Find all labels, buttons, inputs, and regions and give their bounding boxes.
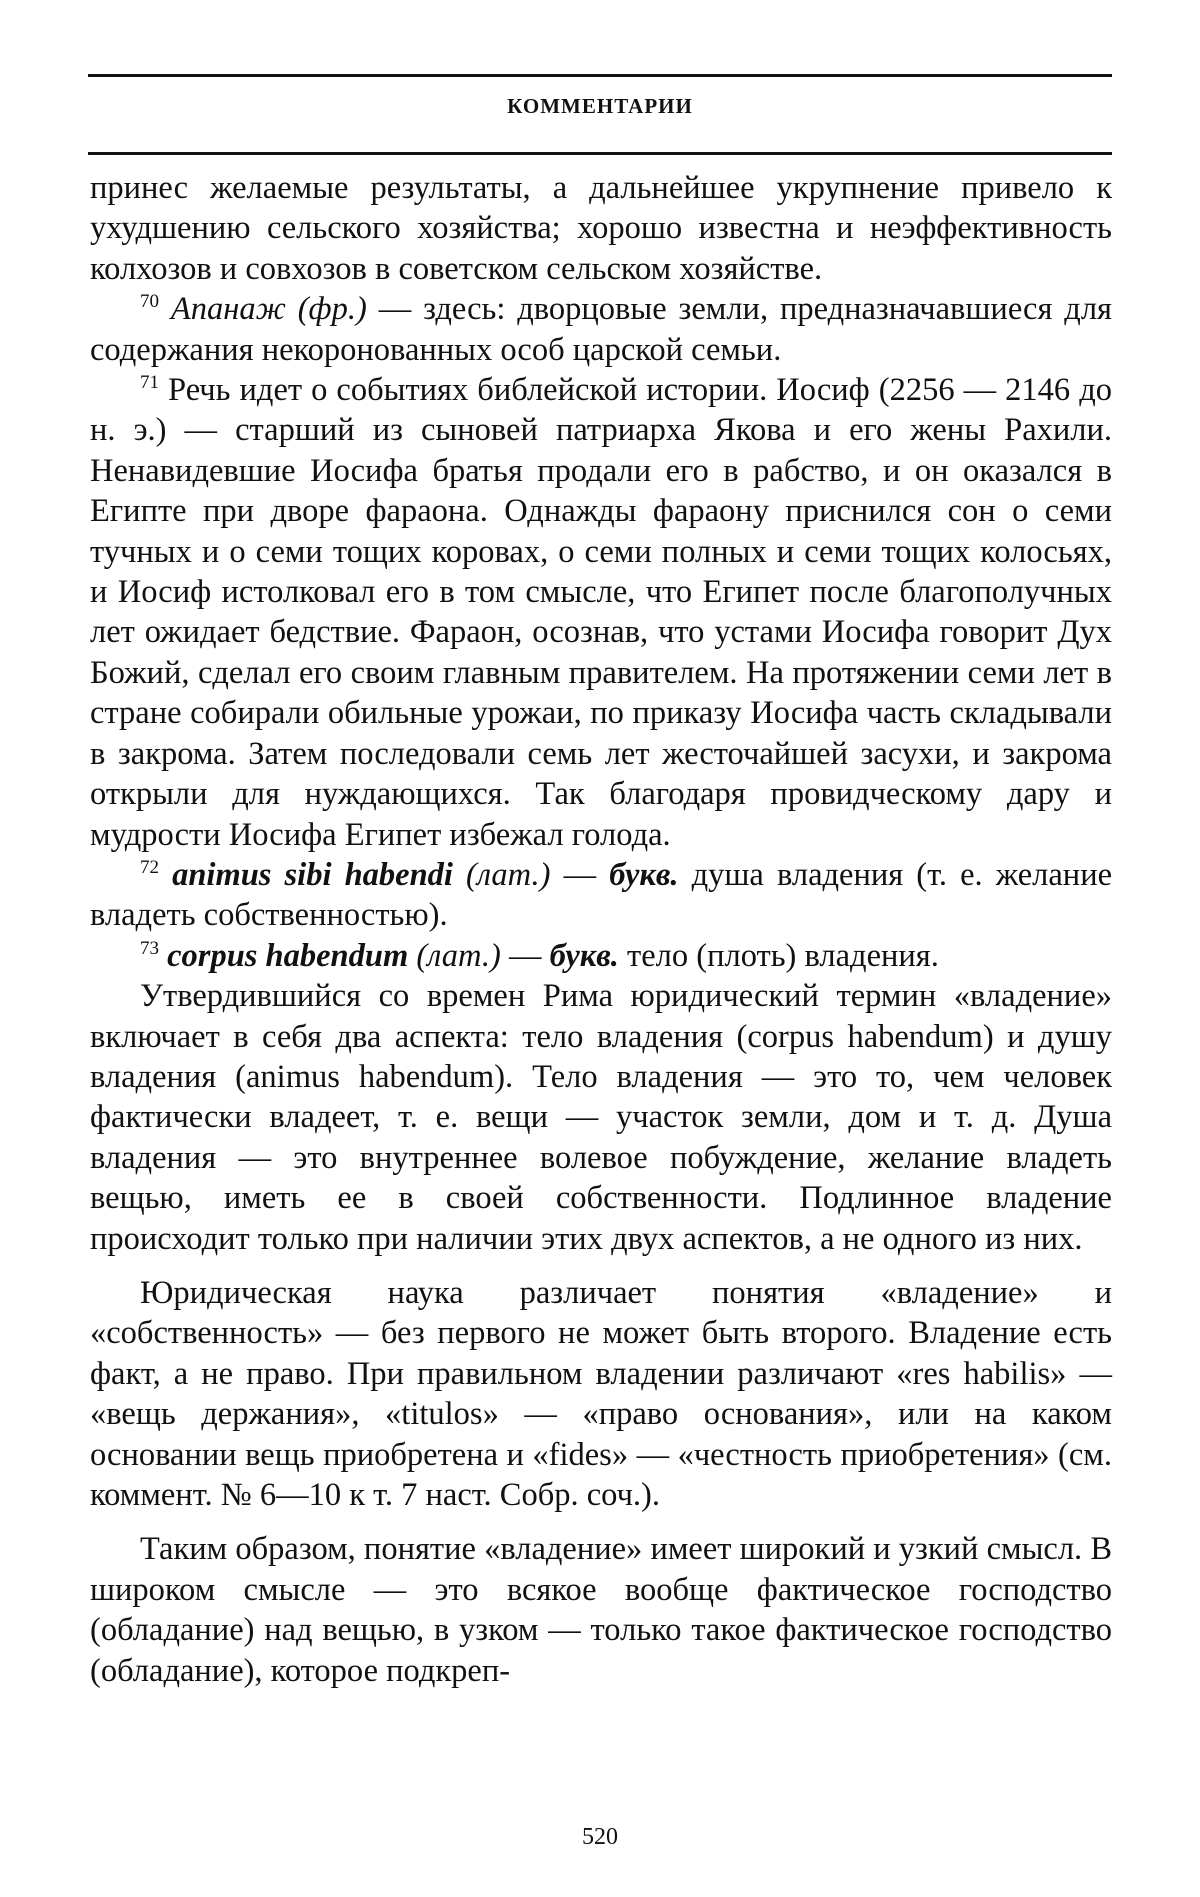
note-73-text: тело (плоть) владения. <box>618 937 939 974</box>
note-70-number: 70 <box>140 291 159 313</box>
note-72-number: 72 <box>140 857 159 879</box>
paragraph-possession-meaning: Таким образом, понятие «владение» имеет широкий и узкий смысл. В широком смысле — это всякое вообще фактическое господство (обладание) над вещью, в узком — только такое фактическое господство (обладание), которое подкреп- <box>90 1531 1112 1689</box>
note-71-text: Речь идет о событиях библейской истории. Иосиф (2256 — 2146 до н. э.) — старший из сыновей патриарха Якова и его жены Рахили. Ненавидевшие Иосифа братья продали его в рабство, и он оказался в Египте при дворе фараона. Однажды фараону приснился сон о семи тучных и о семи тощих коровах, о семи полных и семи тощих колосьях, и Иосиф истолковал его в том смысле, что Египет после благополучных лет ожидает бедствие. Фараон, осознав, что устами Иосифа говорит Дух Божий, сделал его своим главным правителем. На протяжении семи лет в стране собирали обильные урожаи, по приказу Иосифа часть складывали в закрома. Затем последовали семь лет жесточайшей засухи, и закрома открыли для нуждающихся. Так благодаря провидческому дару и мудрости Иосифа Египет избежал голода. <box>90 372 1112 853</box>
paragraph-possession-property: Юридическая наука различает понятия «владение» и «собственность» — без первого не может быть второго. Владение есть факт, а не право. При правильном владении различают «res habilis» — «вещь держания», «titulos» — «право основания», или на каком основании вещь приобретена и «fides» — «честность приобретения» (см. коммент. № 6—10 к т. 7 наст. Собр. соч.). <box>90 1274 1112 1513</box>
note-73-lang: (лат.) <box>416 937 501 974</box>
note-72 <box>90 855 1112 936</box>
note-73-number: 73 <box>140 937 159 959</box>
note-72-dash: — <box>550 856 610 893</box>
page-number: 520 <box>582 1824 618 1850</box>
running-header: КОММЕНТАРИИ <box>507 94 693 118</box>
note-72-lang: (лат.) <box>466 856 551 893</box>
note-72-text: душа владения (т. е. желание владеть собственностью). <box>90 856 1113 934</box>
note-73 <box>90 936 1112 976</box>
paragraph-continuation: принес желаемые результаты, а дальнейшее укрупнение привело к ухудшению сельского хозяйства; хорошо известна и неэффективность колхозов и совхозов в советском сельском хозяйстве. <box>90 170 1112 287</box>
header-top-rule <box>88 74 1112 77</box>
header-bottom-rule <box>88 152 1112 155</box>
page-body <box>90 168 1112 1691</box>
paragraph-possession-aspects: Утвердившийся со времен Рима юридический термин «владение» включает в себя два аспекта: тело владения (corpus habendum) и душу владения (animus habendum). Тело владения — это то, чем человек фактически владеет, т. е. вещи — участок земли, дом и т. д. Душа владения — это внутреннее волевое побуждение, желание владеть вещью, иметь ее в своей собственности. Подлинное владение происходит только при наличии этих двух аспектов, а не одного из них. <box>90 978 1112 1257</box>
note-72-abbr: букв. <box>609 856 679 893</box>
note-70-term: Апанаж <box>170 291 286 328</box>
note-72-term: animus sibi habendi <box>172 856 453 893</box>
note-70-lang: (фр.) <box>297 291 367 328</box>
note-73-term: corpus habendum <box>167 937 409 974</box>
note-73-dash: — <box>500 937 550 974</box>
note-70-text: — здесь: дворцовые земли, предназначавшиеся для содержания некоронованных особ царской семьи. <box>90 291 1113 368</box>
note-71-number: 71 <box>140 372 159 394</box>
note-73-abbr: букв. <box>549 937 619 974</box>
note-70 <box>90 289 1112 370</box>
note-71 <box>90 370 1112 855</box>
